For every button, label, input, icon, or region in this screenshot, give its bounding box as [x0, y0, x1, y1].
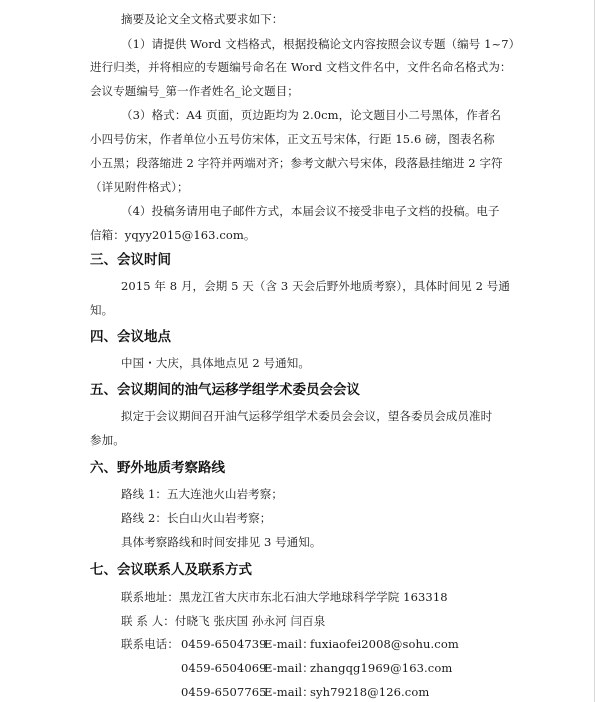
section-title-meeting-place: 四、会议地点: [90, 329, 171, 345]
section-title-meeting-time: 三、会议时间: [90, 252, 171, 268]
sec3-line1: 2015 年 8 月，会期 5 天（含 3 天会后野外地质考察），具体时间见 2 号通: [121, 279, 510, 293]
sec3-line2: 知。: [90, 303, 114, 317]
contact-persons: 联 系 人：付晓飞 张庆国 孙永河 闫百泉: [121, 614, 326, 628]
contact-phone-2: 0459-6504069: [181, 661, 267, 675]
section-title-field-trip: 六、野外地质考察路线: [90, 460, 225, 476]
contact-phone-label: 联系电话：: [121, 637, 179, 651]
page-edge-line: [594, 0, 595, 702]
contact-email-label-2: E-mail：: [264, 661, 314, 675]
req1-line3: 会议专题编号_第一作者姓名_论文题目；: [90, 84, 299, 98]
section-title-committee-meeting: 五、会议期间的油气运移学组学术委员会会议: [90, 382, 360, 398]
req3-line3: 小五黑；段落缩进 2 字符并两端对齐；参考文献六号宋体，段落悬挂缩进 2 字符: [90, 156, 503, 170]
contact-phone-3: 0459-6507765: [181, 685, 267, 699]
route-1: 路线 1：五大连池火山岩考察；: [121, 487, 283, 501]
contact-email-3: syh79218@126.com: [310, 685, 430, 699]
contact-email-1: fuxiaofei2008@sohu.com: [310, 637, 459, 651]
contact-phone-1: 0459-6504739: [181, 637, 267, 651]
contact-email-2: zhangqg1969@163.com: [310, 661, 453, 675]
contact-email-label-1: E-mail：: [264, 637, 314, 651]
req4-line1: （4）投稿务请用电子邮件方式，本届会议不接受非电子文档的投稿。电子: [121, 204, 500, 218]
req3-line4: （详见附件格式）；: [90, 180, 189, 194]
req4-line2: 信箱：yqyy2015@163.com。: [90, 228, 256, 242]
sec5-line2: 参加。: [90, 433, 125, 447]
route-2: 路线 2：长白山火山岩考察；: [121, 511, 272, 525]
section-title-contacts: 七、会议联系人及联系方式: [90, 562, 252, 578]
contact-address: 联系地址：黑龙江省大庆市东北石油大学地球科学学院 163318: [121, 590, 448, 604]
sec4-line1: 中国・大庆，具体地点见 2 号通知。: [121, 356, 310, 370]
req3-line2: 小四号仿宋，作者单位小五号仿宋体，正文五号宋体，行距 15.6 磅，图表名称: [90, 132, 495, 146]
intro-text: 摘要及论文全文格式要求如下：: [121, 12, 284, 26]
req1-line2: 进行归类，并将相应的专题编号命名在 Word 文档文件名中，文件名命名格式为：: [90, 60, 512, 74]
req1-line1: （1）请提供 Word 文档格式，根据投稿论文内容按照会议专题（编号 1~7）: [121, 37, 521, 51]
sec5-line1: 拟定于会议期间召开油气运移学组学术委员会会议，望各委员会成员准时: [121, 409, 493, 423]
req3-line1: （3）格式：A4 页面，页边距均为 2.0cm，论文题目小二号黑体，作者名: [121, 108, 502, 122]
route-note: 具体考察路线和时间安排见 3 号通知。: [121, 535, 322, 549]
contact-email-label-3: E-mail：: [264, 685, 314, 699]
